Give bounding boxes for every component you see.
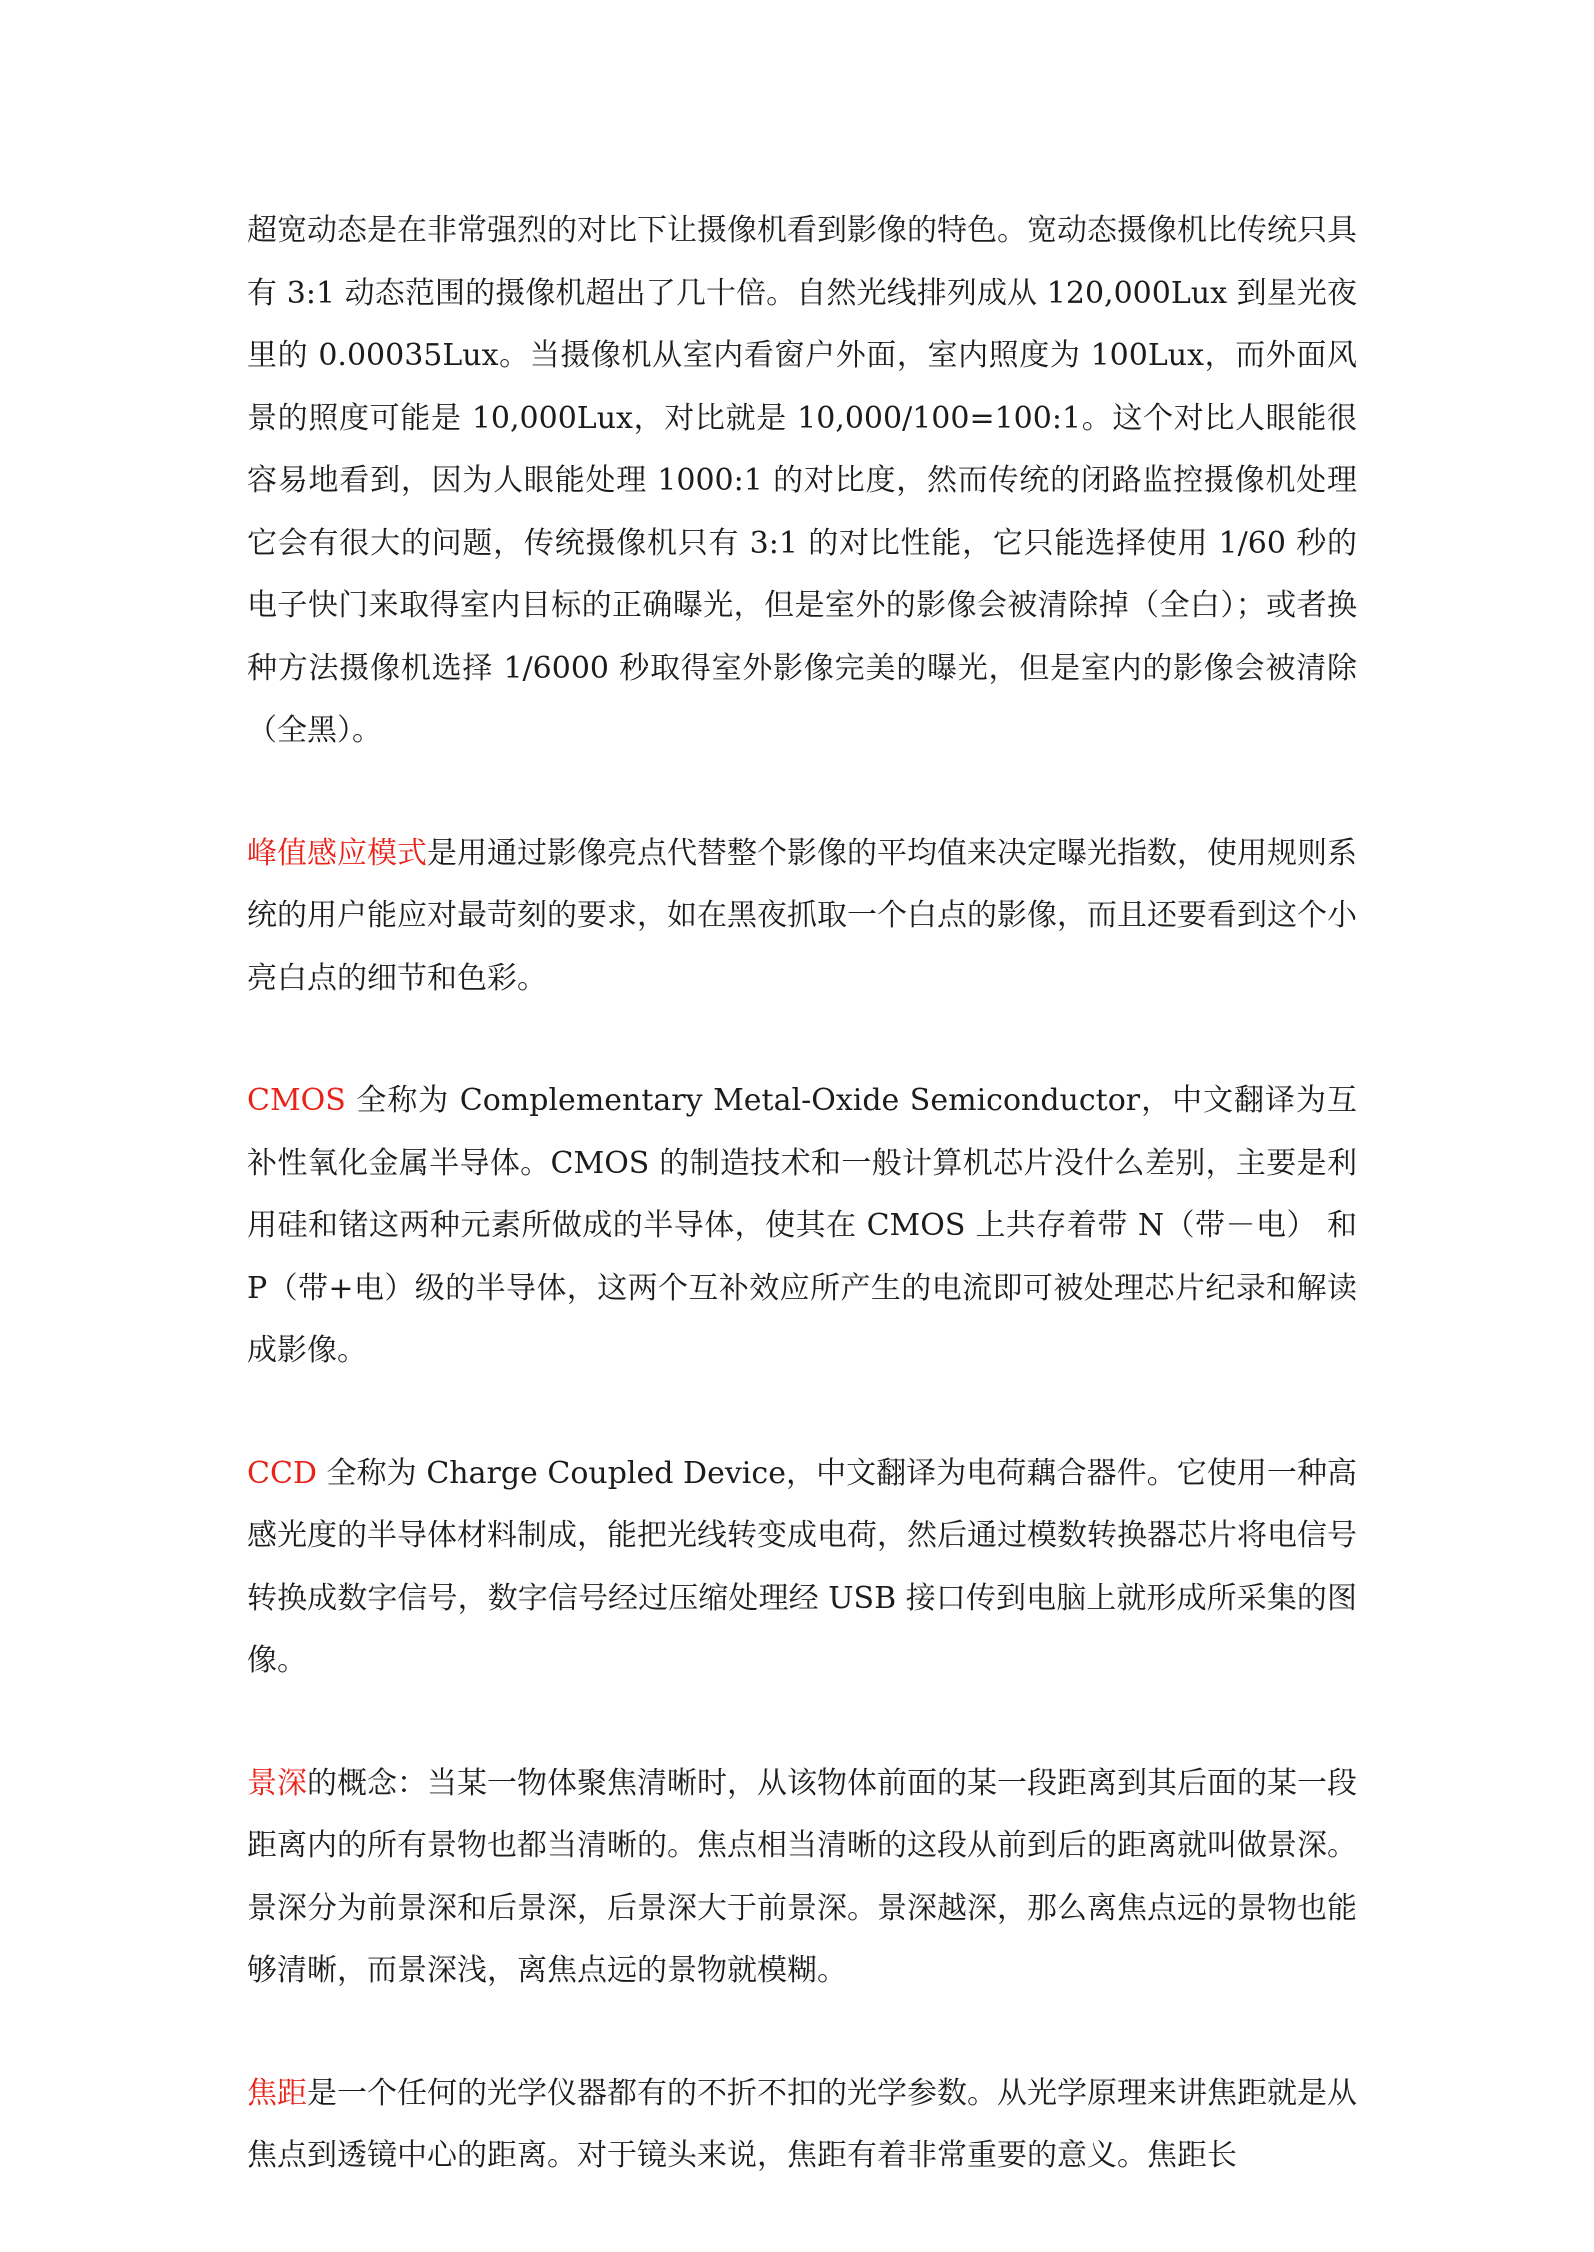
paragraph-text: 是用通过影像亮点代替整个影像的平均值来决定曝光指数，使用规则系统的用户能应对最苛刻的要求，如在黑夜抓取一个白点的影像，而且还要看到这个小亮白点的细节和色彩。 xyxy=(247,835,1357,996)
paragraph-term: CCD xyxy=(247,1455,317,1491)
paragraph-text: 全称为 Charge Coupled Device，中文翻译为电荷藕合器件。它使用一种高感光度的半导体材料制成，能把光线转变成电荷，然后通过模数转换器芯片将电信号转换成数字信号，数字信号经过压缩处理经 USB 接口传到电脑上就形成所采集的图像。 xyxy=(247,1455,1357,1678)
paragraph-depth-of-field xyxy=(247,1753,1357,2003)
paragraph-term: 焦距 xyxy=(247,2075,307,2111)
paragraph-cmos xyxy=(247,1070,1357,1383)
paragraph-ccd xyxy=(247,1443,1357,1693)
paragraph-text: 全称为 Complementary Metal-Oxide Semiconductor，中文翻译为互补性氧化金属半导体。CMOS 的制造技术和一般计算机芯片没什么差别，主要是利用硅和锗这两种元素所做成的半导体，使其在 CMOS 上共存着带 N（带－电） 和 P（带+电）级的半导体，这两个互补效应所产生的电流即可被处理芯片纪录和解读成影像。 xyxy=(247,1083,1357,1368)
paragraph-text: 超宽动态是在非常强烈的对比下让摄像机看到影像的特色。宽动态摄像机比传统只具有 3:1 动态范围的摄像机超出了几十倍。自然光线排列成从 120,000Lux 到星光夜里的 0.00035Lux。当摄像机从室内看窗户外面，室内照度为 100Lux，而外面风景的照度可能是 10,000Lux，对比就是 10,000/100=100:1。这个对比人眼能很容易地看到，因为人眼能处理 1000:1 的对比度，然而传统的闭路监控摄像机处理它会有很大的问题，传统摄像机只有 3:1 的对比性能，它只能选择使用 1/60 秒的电子快门来取得室内目标的正确曝光，但是室外的影像会被清除掉（全白）；或者换种方法摄像机选择 1/6000 秒取得室外影像完美的曝光，但是室内的影像会被清除（全黑）。 xyxy=(247,213,1357,748)
paragraph-focal-length xyxy=(247,2063,1357,2188)
paragraph-text: 是一个任何的光学仪器都有的不折不扣的光学参数。从光学原理来讲焦距就是从焦点到透镜中心的距离。对于镜头来说，焦距有着非常重要的意义。焦距长 xyxy=(247,2075,1357,2173)
paragraph-term: 峰值感应模式 xyxy=(247,835,427,871)
paragraph-wide-dynamic-range xyxy=(247,200,1357,763)
paragraph-term: 景深 xyxy=(247,1765,307,1801)
paragraph-text: 的概念：当某一物体聚焦清晰时，从该物体前面的某一段距离到其后面的某一段距离内的所有景物也都当清晰的。焦点相当清晰的这段从前到后的距离就叫做景深。景深分为前景深和后景深，后景深大于前景深。景深越深，那么离焦点远的景物也能够清晰，而景深浅，离焦点远的景物就模糊。 xyxy=(247,1765,1357,1988)
paragraph-term: CMOS xyxy=(247,1083,346,1118)
document-page xyxy=(247,200,1357,2248)
paragraph-peak-sensing-mode xyxy=(247,823,1357,1011)
